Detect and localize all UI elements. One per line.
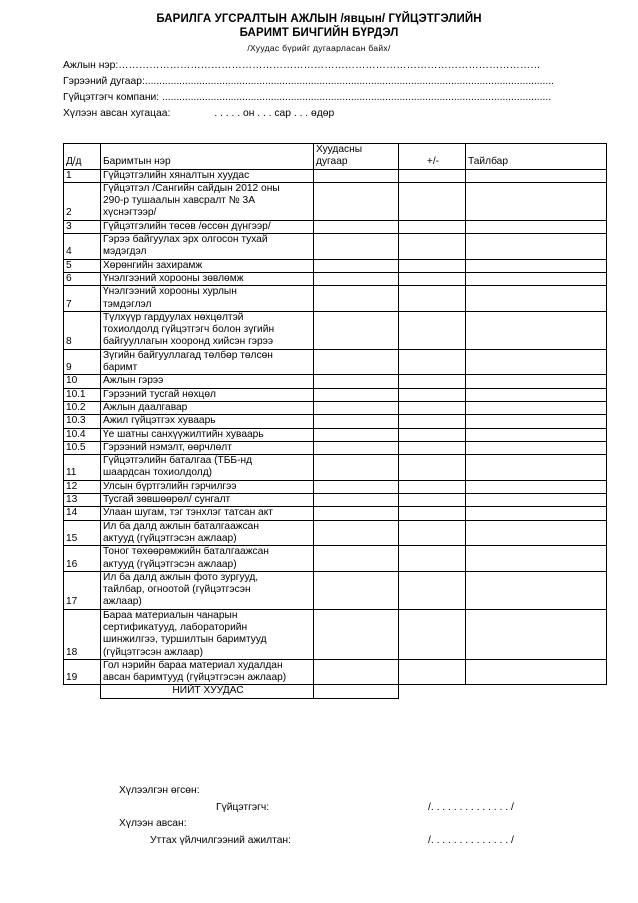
row-document-name-line: Гол нэрийн бараа материал худалдан (103, 659, 283, 671)
row-page-number-cell[interactable] (314, 507, 399, 520)
header-plusminus: +/- (399, 144, 466, 170)
row-number: 2 (64, 182, 101, 220)
header-name: Баримтын нэр (101, 144, 314, 170)
row-page-number-cell[interactable] (314, 311, 399, 349)
row-number: 7 (64, 286, 101, 312)
total-pages-label: НИЙТ ХУУДАС (101, 685, 314, 698)
table-row (64, 546, 607, 572)
received-date-value[interactable]: . . . . . он . . . сар . . . өдөр (214, 108, 335, 119)
table-row (64, 609, 607, 659)
row-plusminus-cell[interactable] (399, 259, 466, 272)
received-label: Хүлээн авсан: (119, 818, 187, 829)
row-document-name (101, 455, 314, 481)
row-document-name-line: 290-р тушаалын хавсралт № 3А (103, 195, 256, 207)
row-plusminus-cell[interactable] (399, 401, 466, 414)
row-document-name (101, 546, 314, 572)
row-number: 11 (64, 455, 101, 481)
row-document-name (101, 182, 314, 220)
row-number: 8 (64, 311, 101, 349)
total-row (64, 685, 607, 698)
received-date-label: Хүлээн авсан хугацаа: (63, 108, 171, 119)
row-page-number-cell[interactable] (314, 659, 399, 685)
header-no: Д/д (64, 144, 101, 170)
row-plusminus-cell[interactable] (399, 480, 466, 493)
row-document-name (101, 220, 314, 233)
contract-number-fill[interactable]: ............................................................................................................................................... (144, 76, 554, 87)
row-document-name (101, 311, 314, 349)
row-page-number-cell[interactable] (314, 375, 399, 388)
table-row (64, 520, 607, 546)
row-note-cell[interactable] (466, 609, 607, 659)
row-note-cell[interactable] (466, 401, 607, 414)
row-note-cell[interactable] (466, 546, 607, 572)
header-note: Тайлбар (466, 144, 607, 170)
row-document-name-line: баримт (103, 362, 138, 374)
table-row (64, 428, 607, 441)
row-plusminus-cell[interactable] (399, 182, 466, 220)
row-number: 9 (64, 349, 101, 375)
row-document-name (101, 349, 314, 375)
table-header-row (64, 144, 607, 170)
row-document-name-line: Гэрээний нэмэлт, өөрчлөлт (103, 441, 232, 453)
row-note-cell[interactable] (466, 507, 607, 520)
row-page-number-cell[interactable] (314, 272, 399, 285)
table-row (64, 311, 607, 349)
table-row (64, 659, 607, 685)
row-note-cell[interactable] (466, 259, 607, 272)
handed-over-label: Хүлээлгэн өгсөн: (119, 785, 200, 796)
row-plusminus-cell[interactable] (399, 546, 466, 572)
row-number: 16 (64, 546, 101, 572)
total-row-spacer (466, 685, 607, 698)
row-note-cell[interactable] (466, 220, 607, 233)
row-page-number-cell[interactable] (314, 388, 399, 401)
row-note-cell[interactable] (466, 182, 607, 220)
documents-table (63, 143, 607, 699)
row-page-number-cell[interactable] (314, 520, 399, 546)
row-page-number-cell[interactable] (314, 286, 399, 312)
row-document-name-line: Үнэлгээний хорооны хурлын (103, 286, 237, 298)
row-page-number-cell[interactable] (314, 455, 399, 481)
row-number: 10 (64, 375, 101, 388)
header-pages (314, 144, 399, 170)
row-plusminus-cell[interactable] (399, 388, 466, 401)
table-row (64, 494, 607, 507)
header-pages-line2: дугаар (316, 156, 348, 168)
row-page-number-cell[interactable] (314, 441, 399, 454)
row-number: 10.1 (64, 388, 101, 401)
row-plusminus-cell[interactable] (399, 220, 466, 233)
row-document-name-line: Улсын бүртгэлийн гэрчилгээ (103, 480, 237, 492)
table-row (64, 571, 607, 609)
row-note-cell[interactable] (466, 415, 607, 428)
row-document-name (101, 609, 314, 659)
row-document-name-line: авсан баримтууд (гүйцэтгэсэн ажлаар) (103, 672, 287, 684)
row-document-name-line: актууд (гүйцэтгэсэн ажлаар) (103, 558, 237, 570)
row-document-name (101, 169, 314, 182)
contract-number-label: Гэрээний дугаар: (63, 76, 145, 87)
row-page-number-cell[interactable] (314, 415, 399, 428)
row-plusminus-cell[interactable] (399, 234, 466, 260)
row-document-name-line: Гүйцэтгэлийн баталгаа (ТББ-нд (103, 455, 253, 467)
contractor-label: Гүйцэтгэгч компани: (63, 92, 160, 103)
table-row (64, 480, 607, 493)
work-name-field (63, 60, 593, 71)
row-plusminus-cell[interactable] (399, 415, 466, 428)
table-row (64, 441, 607, 454)
row-document-name-line: Гүйцэтгэлийн төсөв /өссөн дүнгээр/ (103, 220, 271, 232)
row-document-name-line: Гүйцэтгэлийн хяналтын хуудас (103, 169, 250, 181)
row-number: 12 (64, 480, 101, 493)
row-page-number-cell[interactable] (314, 546, 399, 572)
row-document-name (101, 507, 314, 520)
row-number: 10.4 (64, 428, 101, 441)
row-plusminus-cell[interactable] (399, 441, 466, 454)
contract-number-field (63, 76, 593, 87)
row-note-cell[interactable] (466, 520, 607, 546)
row-note-cell[interactable] (466, 388, 607, 401)
row-document-name-line: Ажлын даалгавар (103, 401, 188, 413)
row-page-number-cell[interactable] (314, 349, 399, 375)
row-page-number-cell[interactable] (314, 609, 399, 659)
total-pages-cell[interactable] (314, 685, 399, 698)
row-note-cell[interactable] (466, 169, 607, 182)
row-document-name-line: тэмдэглэл (103, 298, 152, 310)
row-number: 15 (64, 520, 101, 546)
row-number: 17 (64, 571, 101, 609)
row-document-name (101, 272, 314, 285)
row-document-name-line: сертификатууд, лабораторийн (103, 621, 248, 633)
row-document-name-line: мэдэгдэл (103, 246, 147, 258)
row-document-name-line: Тоног төхөөрөмжийн баталгаажсан (103, 546, 269, 558)
row-page-number-cell[interactable] (314, 234, 399, 260)
table-row (64, 169, 607, 182)
row-number: 10.5 (64, 441, 101, 454)
document-title-line2: БАРИМТ БИЧГИЙН БҮРДЭЛ (239, 27, 399, 39)
row-document-name (101, 520, 314, 546)
row-note-cell[interactable] (466, 428, 607, 441)
row-document-name-line: Тусгай зөвшөөрөл/ сунгалт (103, 494, 231, 506)
row-document-name (101, 415, 314, 428)
total-row-spacer (64, 685, 101, 698)
received-date-field (63, 108, 593, 119)
row-document-name (101, 234, 314, 260)
row-document-name-line: Зүгийн байгууллагад төлбөр төлсөн (103, 349, 273, 361)
row-document-name-line: Гэрээ байгуулах эрх олгосон тухай (103, 234, 268, 246)
row-plusminus-cell[interactable] (399, 507, 466, 520)
row-document-name (101, 428, 314, 441)
row-document-name-line: Үе шатны санхүүжилтийн хуваарь (103, 428, 264, 440)
row-page-number-cell[interactable] (314, 169, 399, 182)
row-page-number-cell[interactable] (314, 220, 399, 233)
row-document-name-line: Бараа материалын чанарын (103, 609, 238, 621)
row-page-number-cell[interactable] (314, 401, 399, 414)
row-document-name-line: Ажлын гэрээ (103, 375, 164, 387)
row-plusminus-cell[interactable] (399, 169, 466, 182)
row-document-name-line: Гэрээний тусгай нөхцөл (103, 388, 216, 400)
work-name-fill[interactable]: …………………………………………………………………………………………………………… (118, 60, 541, 71)
row-note-cell[interactable] (466, 272, 607, 285)
row-document-name-line: актууд (гүйцэтгэсэн ажлаар) (103, 532, 237, 544)
row-note-cell[interactable] (466, 571, 607, 609)
table-row (64, 182, 607, 220)
row-note-cell[interactable] (466, 234, 607, 260)
row-note-cell[interactable] (466, 375, 607, 388)
total-row-spacer (399, 685, 466, 698)
row-document-name-line: Түлхүүр гардуулах нөхцөлтэй (103, 311, 244, 323)
row-document-name-line: Ажил гүйцэтгэх хуваарь (103, 415, 216, 427)
row-page-number-cell[interactable] (314, 428, 399, 441)
row-document-name (101, 659, 314, 685)
row-number: 14 (64, 507, 101, 520)
row-document-name (101, 441, 314, 454)
table-row (64, 234, 607, 260)
table-row (64, 375, 607, 388)
row-note-cell[interactable] (466, 480, 607, 493)
row-page-number-cell[interactable] (314, 182, 399, 220)
row-note-cell[interactable] (466, 659, 607, 685)
row-note-cell[interactable] (466, 455, 607, 481)
contractor-sign-label: Гүйцэтгэгч: (216, 802, 270, 813)
table-row (64, 220, 607, 233)
row-plusminus-cell[interactable] (399, 286, 466, 312)
row-document-name-line: Хөрөнгийн захирамж (103, 259, 203, 271)
contractor-field (63, 92, 593, 103)
row-document-name (101, 388, 314, 401)
row-number: 1 (64, 169, 101, 182)
row-number: 18 (64, 609, 101, 659)
row-document-name-line: байгууллагын хооронд хийсэн гэрээ (103, 336, 274, 348)
row-note-cell[interactable] (466, 494, 607, 507)
table-row (64, 259, 607, 272)
row-plusminus-cell[interactable] (399, 428, 466, 441)
row-page-number-cell[interactable] (314, 494, 399, 507)
row-note-cell[interactable] (466, 311, 607, 349)
row-page-number-cell[interactable] (314, 259, 399, 272)
contractor-sign-line[interactable]: /. . . . . . . . . . . . . . / (428, 802, 514, 813)
row-plusminus-cell[interactable] (399, 272, 466, 285)
row-plusminus-cell[interactable] (399, 455, 466, 481)
row-document-name-line: шаардсан тохиолдолд) (103, 467, 213, 479)
header-pages-line1: Хуудасны (316, 144, 363, 155)
row-plusminus-cell[interactable] (399, 609, 466, 659)
table-row (64, 388, 607, 401)
row-number: 6 (64, 272, 101, 285)
table-row (64, 415, 607, 428)
row-document-name-line: Үнэлгээний хорооны зөвлөмж (103, 272, 244, 284)
row-plusminus-cell[interactable] (399, 571, 466, 609)
row-document-name-line: Гүйцэтгэл /Сангийн сайдын 2012 оны (103, 182, 280, 194)
row-plusminus-cell[interactable] (399, 659, 466, 685)
row-plusminus-cell[interactable] (399, 349, 466, 375)
row-document-name (101, 375, 314, 388)
row-document-name-line: тайлбар, огноотой (гүйцэтгэсэн (103, 584, 251, 596)
row-number: 5 (64, 259, 101, 272)
row-document-name-line: (гүйцэтгэсэн ажлаар) (103, 646, 203, 658)
row-page-number-cell[interactable] (314, 480, 399, 493)
table-row (64, 507, 607, 520)
row-document-name (101, 494, 314, 507)
row-plusminus-cell[interactable] (399, 375, 466, 388)
row-document-name-line: Ил ба далд ажлын фото зургууд, (103, 571, 259, 583)
row-document-name-line: шинжилгээ, туршилтын баримтууд (103, 634, 267, 646)
row-number: 4 (64, 234, 101, 260)
row-document-name-line: ажлаар) (103, 596, 142, 608)
row-plusminus-cell[interactable] (399, 520, 466, 546)
row-document-name (101, 401, 314, 414)
employee-sign-label: Уттах үйлчилгээний ажилтан: (150, 835, 291, 846)
row-number: 10.2 (64, 401, 101, 414)
row-number: 19 (64, 659, 101, 685)
row-document-name-line: Улаан шугам, тэг тэнхлэг татсан акт (103, 507, 273, 519)
row-plusminus-cell[interactable] (399, 311, 466, 349)
row-page-number-cell[interactable] (314, 571, 399, 609)
table-row (64, 286, 607, 312)
row-note-cell[interactable] (466, 286, 607, 312)
row-number: 3 (64, 220, 101, 233)
table-row (64, 455, 607, 481)
row-number: 13 (64, 494, 101, 507)
documents-table-body (64, 144, 607, 699)
work-name-label: Ажлын нэр: (63, 60, 119, 71)
employee-sign-line[interactable]: /. . . . . . . . . . . . . . / (428, 835, 514, 846)
row-document-name-line: хүснэгтээр/ (103, 207, 157, 219)
table-row (64, 272, 607, 285)
row-note-cell[interactable] (466, 441, 607, 454)
row-document-name-line: Ил ба далд ажлын баталгаажсан (103, 520, 259, 532)
row-document-name (101, 286, 314, 312)
row-plusminus-cell[interactable] (399, 494, 466, 507)
contractor-fill[interactable]: ........................................................................................................................................ (162, 92, 552, 103)
table-row (64, 349, 607, 375)
row-document-name (101, 480, 314, 493)
row-document-name (101, 259, 314, 272)
document-title-line1: БАРИЛГА УГСРАЛТЫН АЖЛЫН /явцын/ ГҮЙЦЭТГЭЛИЙН (156, 13, 482, 25)
row-number: 10.3 (64, 415, 101, 428)
row-note-cell[interactable] (466, 349, 607, 375)
row-document-name (101, 571, 314, 609)
document-subtitle: /Хуудас бүрийг дугаарласан байх/ (247, 43, 391, 53)
row-document-name-line: тохиолдолд гүйцэтгэгч болон зүгийн (103, 324, 275, 336)
table-row (64, 401, 607, 414)
